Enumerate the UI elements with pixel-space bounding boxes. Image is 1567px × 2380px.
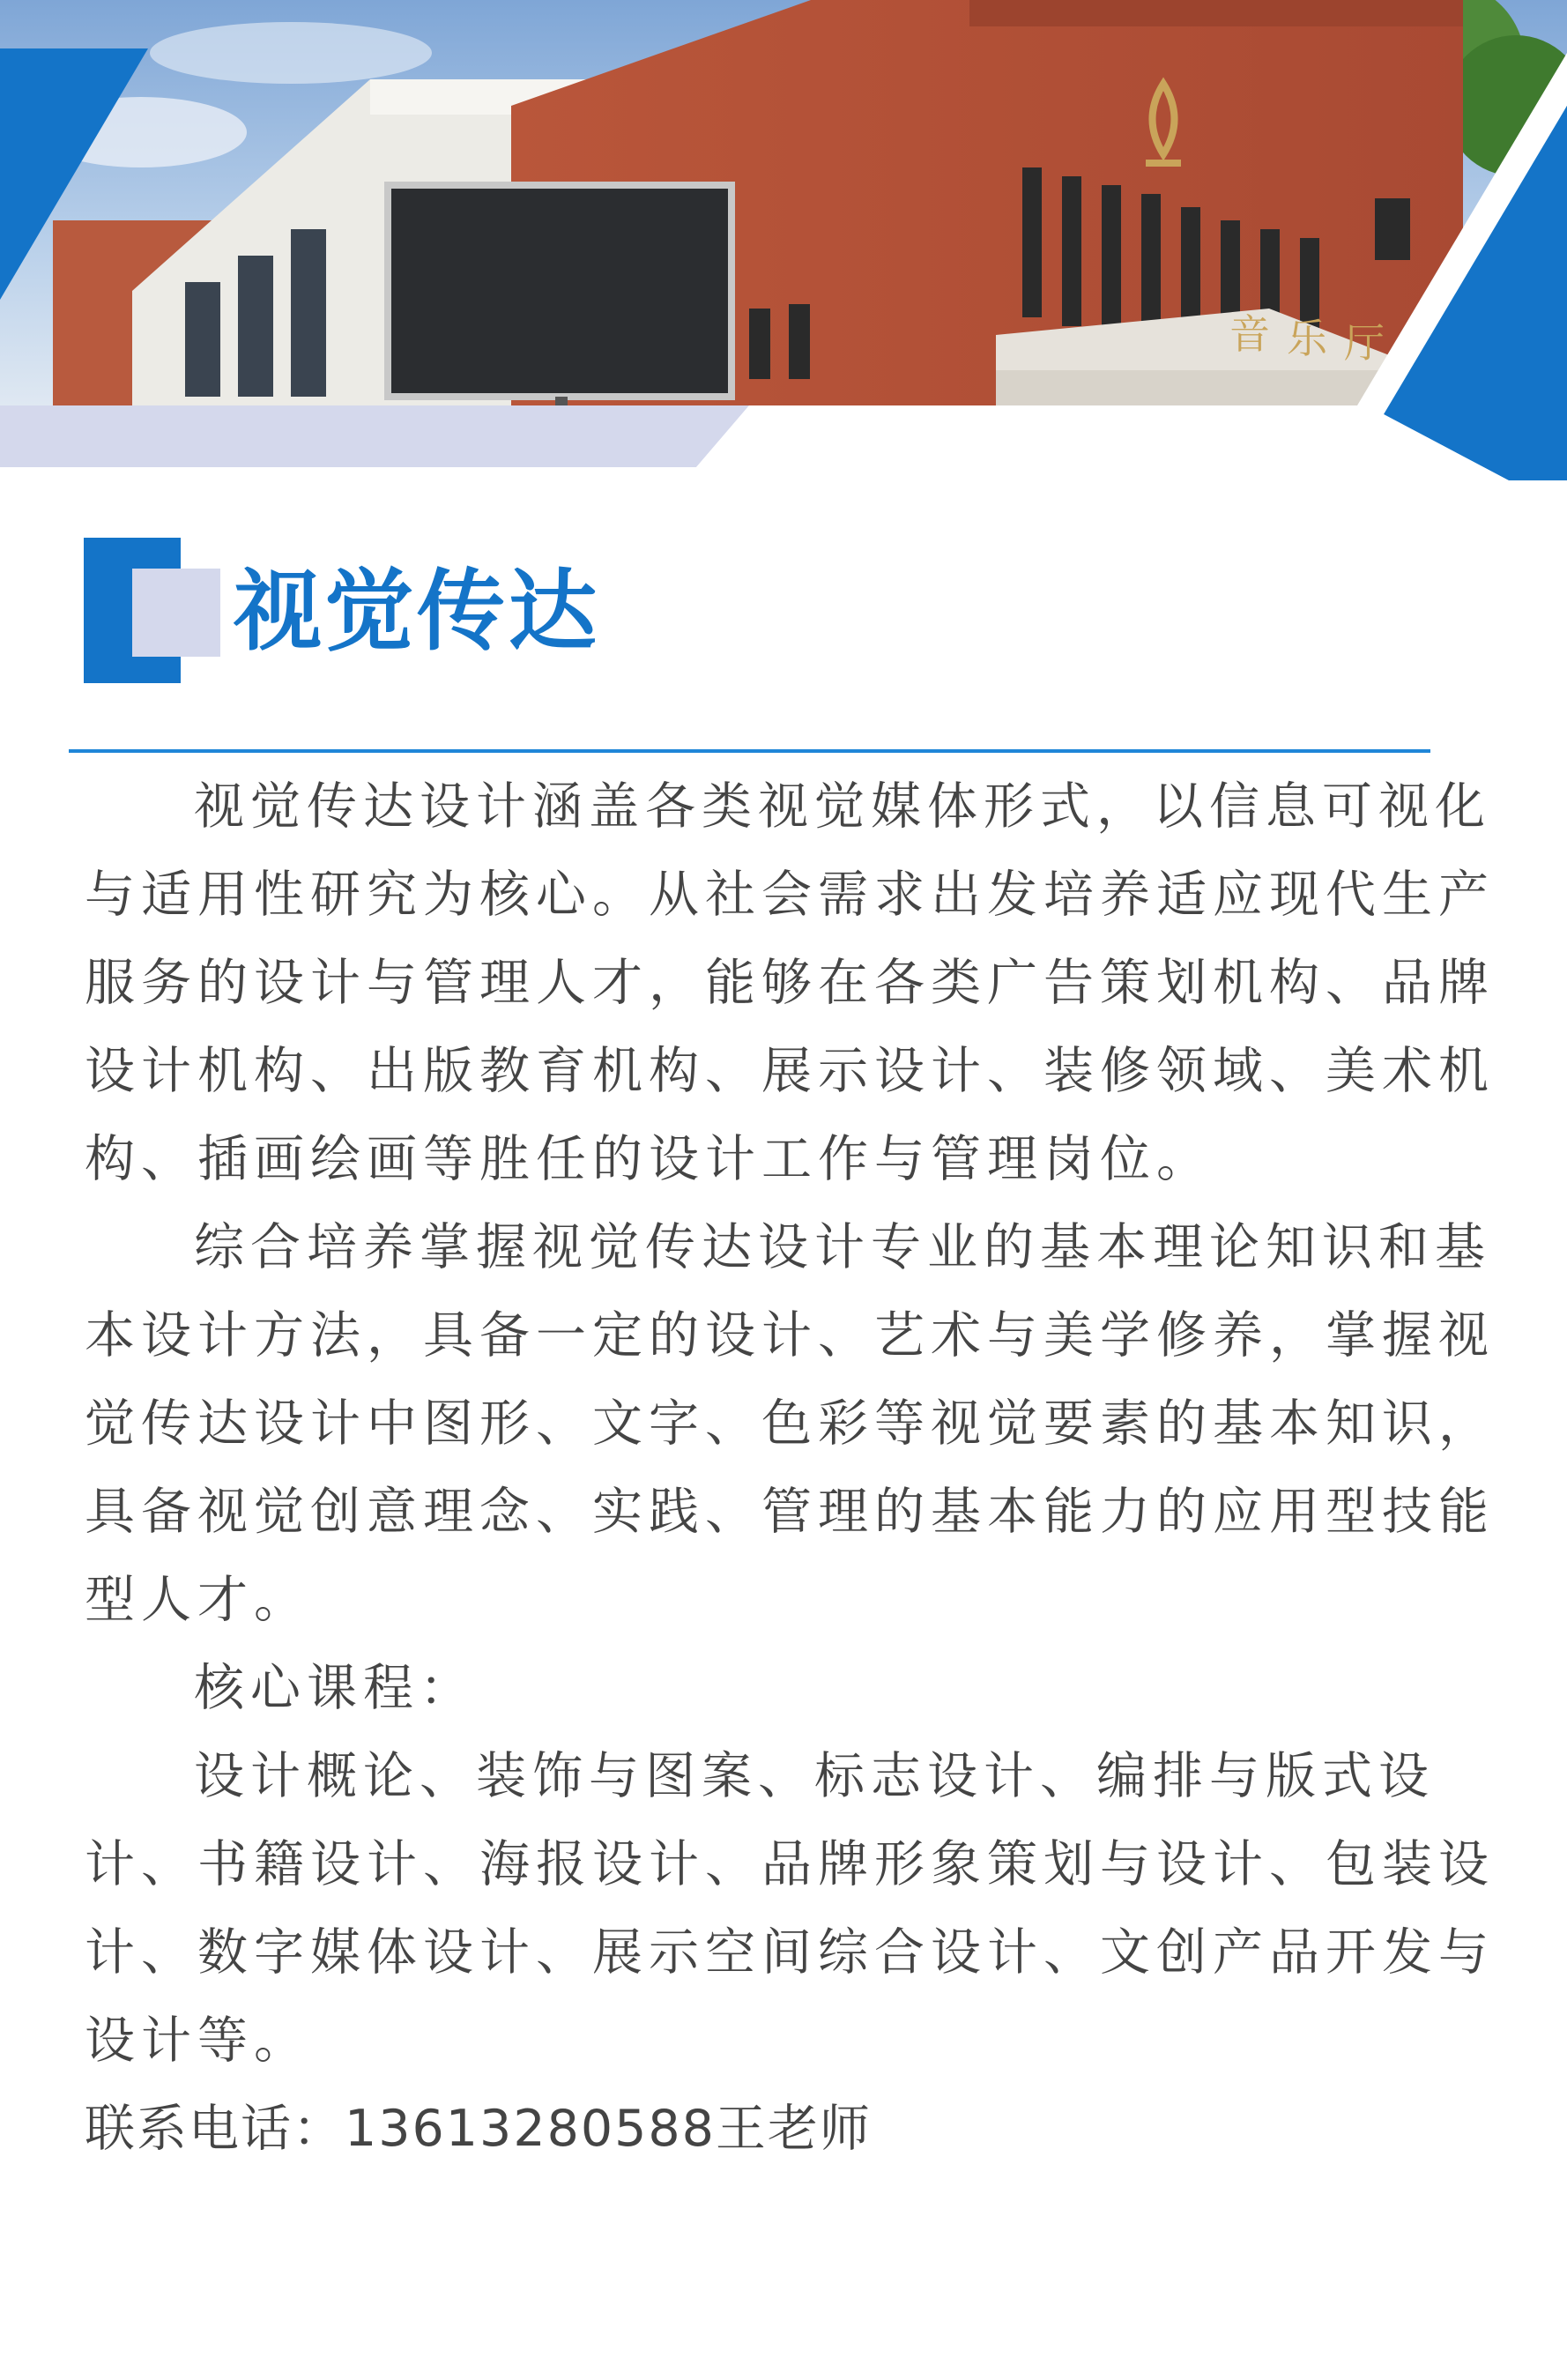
page-title: 视觉传达 [234,559,600,663]
heading-divider [69,749,1430,753]
sign-char-3: 厅 [1344,319,1385,367]
contact-line: 联系电话：13613280588王老师 [85,2100,872,2158]
courses-label: 核心课程： [194,1659,476,1717]
sign-char-2: 乐 [1287,315,1327,362]
intro-paragraph: 视觉传达设计涵盖各类视觉媒体形式，以信息可视化与适用性研究为核心。从社会需求出发培养适应现代生产服务的设计与管理人才，能够在各类广告策划机构、品牌设计机构、出版教育机构、展示设计、装修领域、美术机构、插画绘画等胜任的设计工作与管理岗位。 [85,777,1495,1188]
courses-list: 设计概论、装饰与图案、标志设计、编排与版式设计、书籍设计、海报设计、品牌形象策划与设计、包装设计、数字媒体设计、展示空间综合设计、文创产品开发与设计等。 [85,1747,1495,2070]
heading-mark-inner [132,569,220,657]
lavender-band [0,405,749,467]
sign-char-1: 音 [1229,310,1270,358]
body-text [85,762,1504,2173]
section-heading [84,538,965,688]
building-photo [0,0,1567,480]
header-banner [0,0,1567,480]
training-paragraph: 综合培养掌握视觉传达设计专业的基本理论知识和基本设计方法，具备一定的设计、艺术与美学修养，掌握视觉传达设计中图形、文字、色彩等视觉要素的基本知识，具备视觉创意理念、实践、管理的基本能力的应用型技能型人才。 [85,1218,1495,1629]
